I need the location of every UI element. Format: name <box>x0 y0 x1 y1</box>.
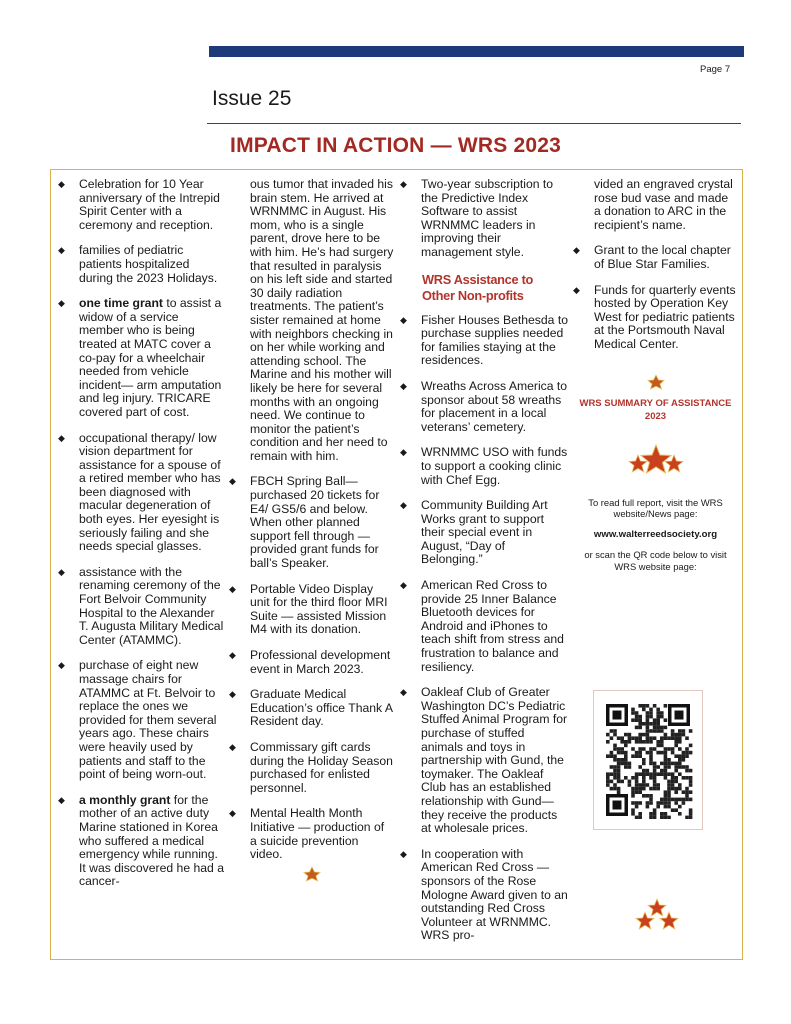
diamond-bullet-icon <box>58 566 65 580</box>
list-item: ◆ one time grant to assist a widow of a service member who is being treated at MATC cover a co-pay for a wheelchair needed from vehicle incident— arm amputation and leg injury. TRICARE covered part of cost. <box>58 297 224 419</box>
diamond-bullet-icon <box>400 499 407 513</box>
list-item: ◆ Fisher Houses Bethesda to purchase supplies needed for families staying at the residences. <box>400 314 568 368</box>
qr-code-icon[interactable] <box>603 701 693 819</box>
report-text: To read full report, visit the WRS website/News page: <box>588 496 723 520</box>
star-cluster-icon <box>634 898 680 937</box>
list-item: ◆ occupational therapy/ low vision department for assistance for a spouse of a retired member who has been diagnosed with macular degeneration of both eyes. Her eyesight is seriously failing and she needs special glasses. <box>58 432 224 554</box>
star-icon <box>229 866 394 886</box>
header-bar <box>209 46 744 57</box>
diamond-bullet-icon <box>400 848 407 862</box>
diamond-bullet-icon <box>58 432 65 446</box>
qr-code-frame <box>593 690 703 830</box>
diamond-bullet-icon <box>58 244 65 258</box>
continued-text: vided an engraved crystal rose bud vase and made a donation to ARC in the recipient’s name. <box>594 177 733 232</box>
diamond-bullet-icon <box>58 659 65 673</box>
column-2 <box>229 178 394 885</box>
list-item: ◆ Portable Video Display unit for the third floor MRI Suite — assisted Mission M4 with its donation. <box>229 583 394 637</box>
section-subheading: WRS Assistance to Other Non-profits <box>422 271 534 303</box>
list-item: ◆ Grant to the local chapter of Blue Star Families. <box>573 244 738 271</box>
qr-instruction: or scan the QR code below to visit WRS website page: <box>584 549 727 572</box>
star-icon <box>573 374 738 394</box>
list-item: ◆ American Red Cross to provide 25 Inner Balance Bluetooth devices for Android and iPhones to teach shift from stress and frustration to balance and resiliency. <box>400 579 568 674</box>
diamond-bullet-icon <box>58 178 65 192</box>
header-rule <box>207 123 741 124</box>
list-item: ◆ Professional development event in March 2023. <box>229 649 394 676</box>
list-item: ◆ WRNMMC USO with funds to support a cooking clinic with Chef Egg. <box>400 446 568 487</box>
diamond-bullet-icon <box>400 380 407 394</box>
list-item: ◆ In cooperation with American Red Cross — sponsors of the Rose Mologne Award given to an outstanding Red Cross Volunteer at WRNMMC. WRS pro- <box>400 848 568 943</box>
diamond-bullet-icon <box>229 583 236 597</box>
diamond-bullet-icon <box>400 579 407 593</box>
column-4 <box>573 178 738 572</box>
diamond-bullet-icon <box>229 688 236 702</box>
diamond-bullet-icon <box>229 807 236 821</box>
diamond-bullet-icon <box>229 649 236 663</box>
list-item: ◆ Commissary gift cards during the Holiday Season purchased for enlisted personnel. <box>229 741 394 795</box>
diamond-bullet-icon <box>573 244 580 258</box>
star-cluster-icon <box>573 443 738 485</box>
page-title: IMPACT IN ACTION — WRS 2023 <box>230 134 561 157</box>
list-item: ◆ Graduate Medical Education’s office Thank A Resident day. <box>229 688 394 729</box>
diamond-bullet-icon <box>229 475 236 489</box>
issue-label: Issue 25 <box>212 87 292 110</box>
diamond-bullet-icon <box>58 297 65 311</box>
list-item: ◆ families of pediatric patients hospitalized during the 2023 Holidays. <box>58 244 224 285</box>
diamond-bullet-icon <box>400 314 407 328</box>
diamond-bullet-icon <box>229 741 236 755</box>
list-item: ◆ Celebration for 10 Year anniversary of the Intrepid Spirit Center with a ceremony and reception. <box>58 178 224 232</box>
continued-text: ous tumor that invaded his brain stem. He arrived at WRNMMC in August. His mom, who is a single parent, drove here to be with him. He’s had surgery that resulted in paralysis on his left side and started 30 daily radiation treatments. The patient’s sister remained at home with neighbors checking in on her while working and attending school. The Marine and his mother will likely be here for several months with an ongoing need. We continue to monitor the patient’s condition and her need to remain with him. <box>250 177 394 463</box>
diamond-bullet-icon <box>400 686 407 700</box>
summary-title: WRS SUMMARY OF ASSISTANCE 2023 <box>579 398 732 423</box>
list-item: ◆ Oakleaf Club of Greater Washington DC’s Pediatric Stuffed Animal Program for purchase of stuffed animals and toys in partnership with Gund, the toymaker. The Oakleaf Club has an established relationship with Gund—they receive the products at wholesale prices. <box>400 686 568 836</box>
diamond-bullet-icon <box>400 178 407 192</box>
list-item: ◆ Wreaths Across America to sponsor about 58 wreaths for placement in a local veterans’ cemetery. <box>400 380 568 434</box>
column-3 <box>400 178 568 955</box>
list-item: ◆ Mental Health Month Initiative — production of a suicide prevention video. <box>229 807 394 861</box>
diamond-bullet-icon <box>400 446 407 460</box>
list-item: ◆ FBCH Spring Ball— purchased 20 tickets for E4/ GS5/6 and below. When other planned support fell through — provided grant funds for ball’s Speaker. <box>229 475 394 570</box>
list-item: ◆ purchase of eight new massage chairs for ATAMMC at Ft. Belvoir to replace the ones we provided for them several years ago. These chairs were heavily used by patients and staff to the point of being worn-out. <box>58 659 224 781</box>
column-1 <box>58 178 224 901</box>
list-item: ◆ a monthly grant for the mother of an active duty Marine stationed in Korea who suffered a medical emergency while running. It was discovered he had a cancer- <box>58 794 224 889</box>
page-number: Page 7 <box>700 64 731 75</box>
list-item: ◆ assistance with the renaming ceremony of the Fort Belvoir Community Hospital to the Alexander T. Augusta Military Medical Center (ATAMMC). <box>58 566 224 648</box>
diamond-bullet-icon <box>58 794 65 808</box>
list-item: ◆ Funds for quarterly events hosted by Operation Key West for pediatric patients at the Portsmouth Naval Medical Center. <box>573 284 738 352</box>
list-item: ◆ Two-year subscription to the Predictive Index Software to assist WRNMMC leaders in improving their management style. <box>400 178 568 260</box>
website-link[interactable]: www.walterreedsociety.org <box>593 528 718 540</box>
list-item: ◆ Community Building Art Works grant to support their special event in August, “Day of Belonging.” <box>400 499 568 567</box>
diamond-bullet-icon <box>573 284 580 298</box>
